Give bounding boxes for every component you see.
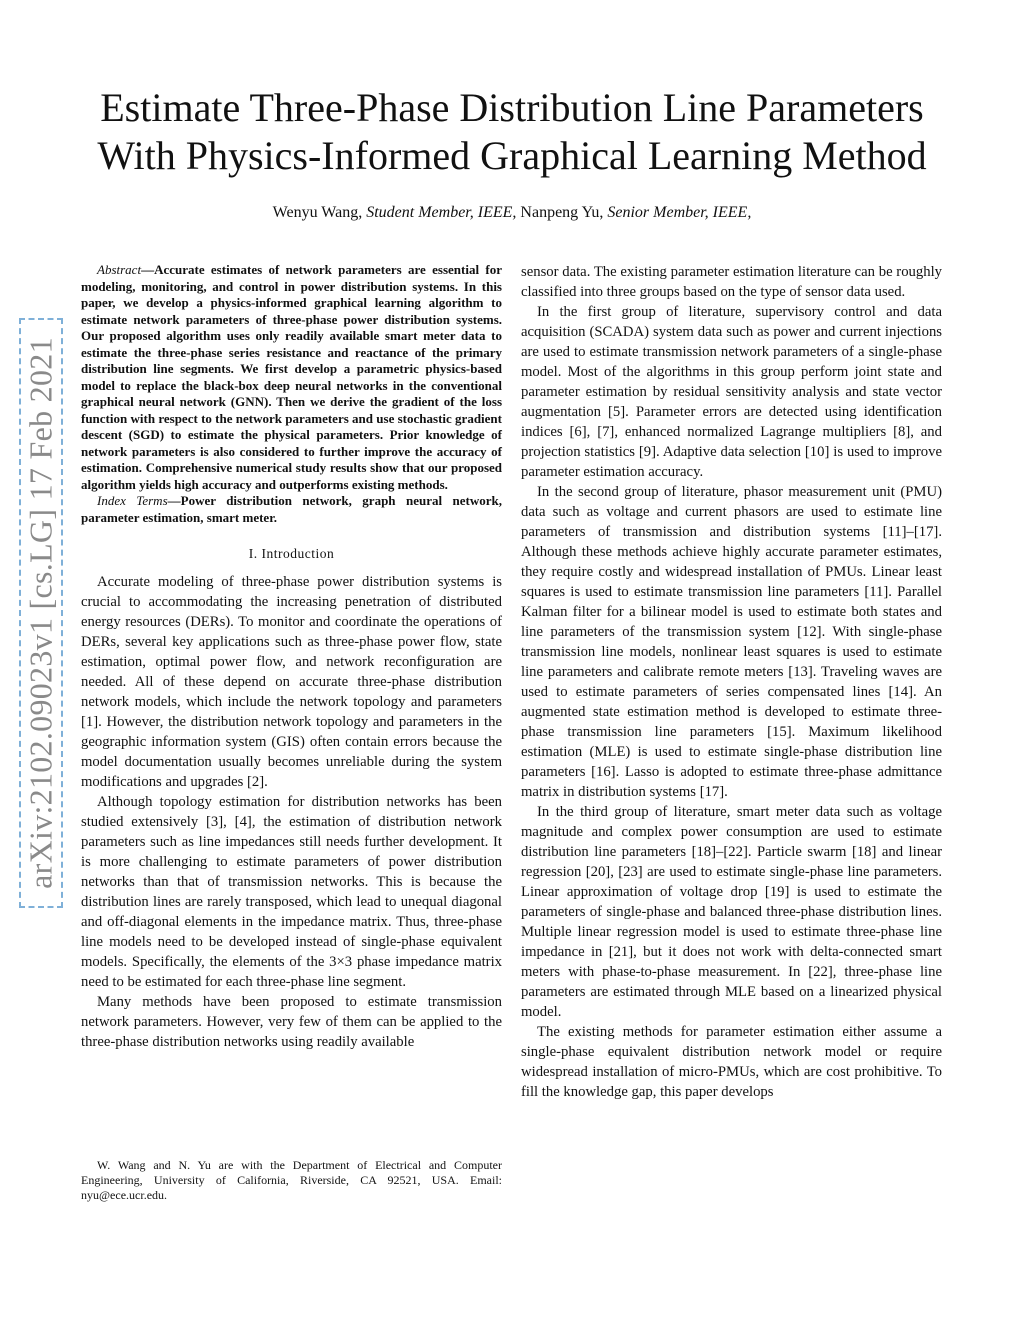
right-paragraph-3: In the second group of literature, phasor measurement unit (PMU) data such as voltage and current phasors are used to estimate line parameters of transmission and distribution systems [11]–[17]. Although these methods achieve highly accurate parameter estimates, they require costly and widespread installation of PMUs. Linear least squares is used to estimate transmission line parameters [11]. Parallel Kalman filter for a bilinear model is used to estimate both states and line parameters of the transmission system [12]. With single-phase transmission line models, nonlinear least squares is used to estimate line parameters and calibrate remote meters [13]. Traveling waves are used to estimate parameters of series compensated lines [14]. An augmented state estimation method is developed to estimate three-phase transmission line parameters [15]. Maximum likelihood estimation (MLE) is used to estimate single-phase distribution line parameters [16]. Lasso is adopted to estimate three-phase admittance matrix in distribution systems [17]. [521, 484, 942, 800]
author-2-name: Nanpeng Yu, [516, 204, 608, 221]
left-column [81, 262, 502, 1052]
paper-title [0, 84, 1024, 180]
affiliation-footnote: W. Wang and N. Yu are with the Department of Electrical and Computer Engineering, University of California, Riverside, CA 92521, USA. Email: nyu@ece.ucr.edu. [81, 1158, 502, 1202]
abstract-label: Abstract [97, 262, 142, 277]
intro-paragraph-1: Accurate modeling of three-phase power distribution systems is crucial to accommodating the increasing penetration of distributed energy resources (DERs). To monitor and coordinate the operations of DERs, several key applications such as three-phase power flow, state estimation, optimal power flow, and network reconfiguration are needed. All of these depend on accurate three-phase distribution network models, which include the network topology and parameters [1]. However, the distribution network topology and parameters in the geographic information system (GIS) often contain errors because the model documentation usually becomes unreliable during the system modifications and upgrades [2]. [81, 574, 502, 790]
section-heading-introduction: I. Introduction [248, 546, 335, 561]
abstract-paragraph [81, 262, 502, 493]
intro-paragraph-3: Many methods have been proposed to estimate transmission network parameters. However, very few of them can be applied to the three-phase distribution networks using readily available [81, 994, 502, 1050]
index-terms-label: Index Terms [97, 493, 168, 508]
intro-paragraph-2: Although topology estimation for distribution networks has been studied extensively [3], [4], the estimation of distribution network parameters such as line impedances still needs further development. It is more challenging to estimate parameters of power distribution networks than that of transmission networks. This is because the distribution lines are rarely transposed, which lead to unequal diagonal and off-diagonal elements in the impedance matrix. Thus, three-phase line models need to be developed instead of single-phase equivalent models. Specifically, the elements of the 3×3 phase impedance matrix need to be estimated for each three-phase line segment. [81, 794, 502, 990]
right-paragraph-4: In the third group of literature, smart meter data such as voltage magnitude and complex power consumption are used to estimate distribution line parameters [18]–[22]. Particle swarm [18] and linear regression [20], [23] are used to estimate single-phase line parameters. Linear approximation of voltage drop [19] is used to estimate the parameters of single-phase and balanced three-phase distribution lines. Multiple linear regression model is used to estimate three-phase line impedance in [21], but it does not work with delta-connected smart meters with phase-to-phase measurement. In [22], three-phase line parameters are estimated through MLE based on a linearized physical model. [521, 804, 942, 1020]
index-terms-paragraph [81, 493, 502, 526]
index-terms-text: —Power distribution network, graph neural network, parameter estimation, smart meter. [81, 493, 502, 525]
author-2-role: Senior Member, IEEE, [607, 204, 752, 221]
right-column [521, 262, 942, 1102]
right-paragraph-1: sensor data. The existing parameter estimation literature can be roughly classified into three groups based on the type of sensor data used. [521, 264, 942, 300]
author-1-name: Wenyu Wang, [272, 204, 367, 221]
title-line-1: Estimate Three-Phase Distribution Line Parameters [100, 85, 924, 130]
right-paragraph-2: In the first group of literature, supervisory control and data acquisition (SCADA) system data such as power and current injections are used to estimate transmission network parameters of a single-phase model. Most of the algorithms in this group perform joint state and parameter estimation by residual sensitivity analysis and state vector augmentation [5]. Parameter errors are detected using identification indices [6], [7], enhanced normalized Lagrange multipliers [8], and projection statistics [9]. Adaptive data selection [10] is used to improve parameter estimation accuracy. [521, 304, 942, 480]
arxiv-identifier: arXiv:2102.09023v1 [cs.LG] 17 Feb 2021 [22, 337, 59, 889]
right-paragraph-5: The existing methods for parameter estimation either assume a single-phase equivalent distribution network model or require widespread installation of micro-PMUs, which are cost prohibitive. To fill the knowledge gap, this paper develops [521, 1024, 942, 1100]
author-1-role: Student Member, IEEE, [366, 204, 517, 221]
title-line-2: With Physics-Informed Graphical Learning Method [97, 133, 927, 178]
abstract-text: —Accurate estimates of network parameters are essential for modeling, monitoring, and control in power distribution systems. In this paper, we develop a physics-informed graphical learning algorithm to estimate network parameters of three-phase power distribution systems. Our proposed algorithm uses only readily available smart meter data to estimate the three-phase series resistance and reactance of the primary distribution line segments. We first develop a parametric physics-based model to replace the black-box deep neural networks in the conventional graphical neural network (GNN). Then we derive the gradient of the loss function with respect to the network parameters and use stochastic gradient descent (SGD) to estimate the physical parameters. Prior knowledge of network parameters is also considered to further improve the accuracy of estimation. Comprehensive numerical study results show that our proposed algorithm yields high accuracy and outperforms existing methods. [81, 262, 502, 492]
author-line [0, 202, 1024, 224]
